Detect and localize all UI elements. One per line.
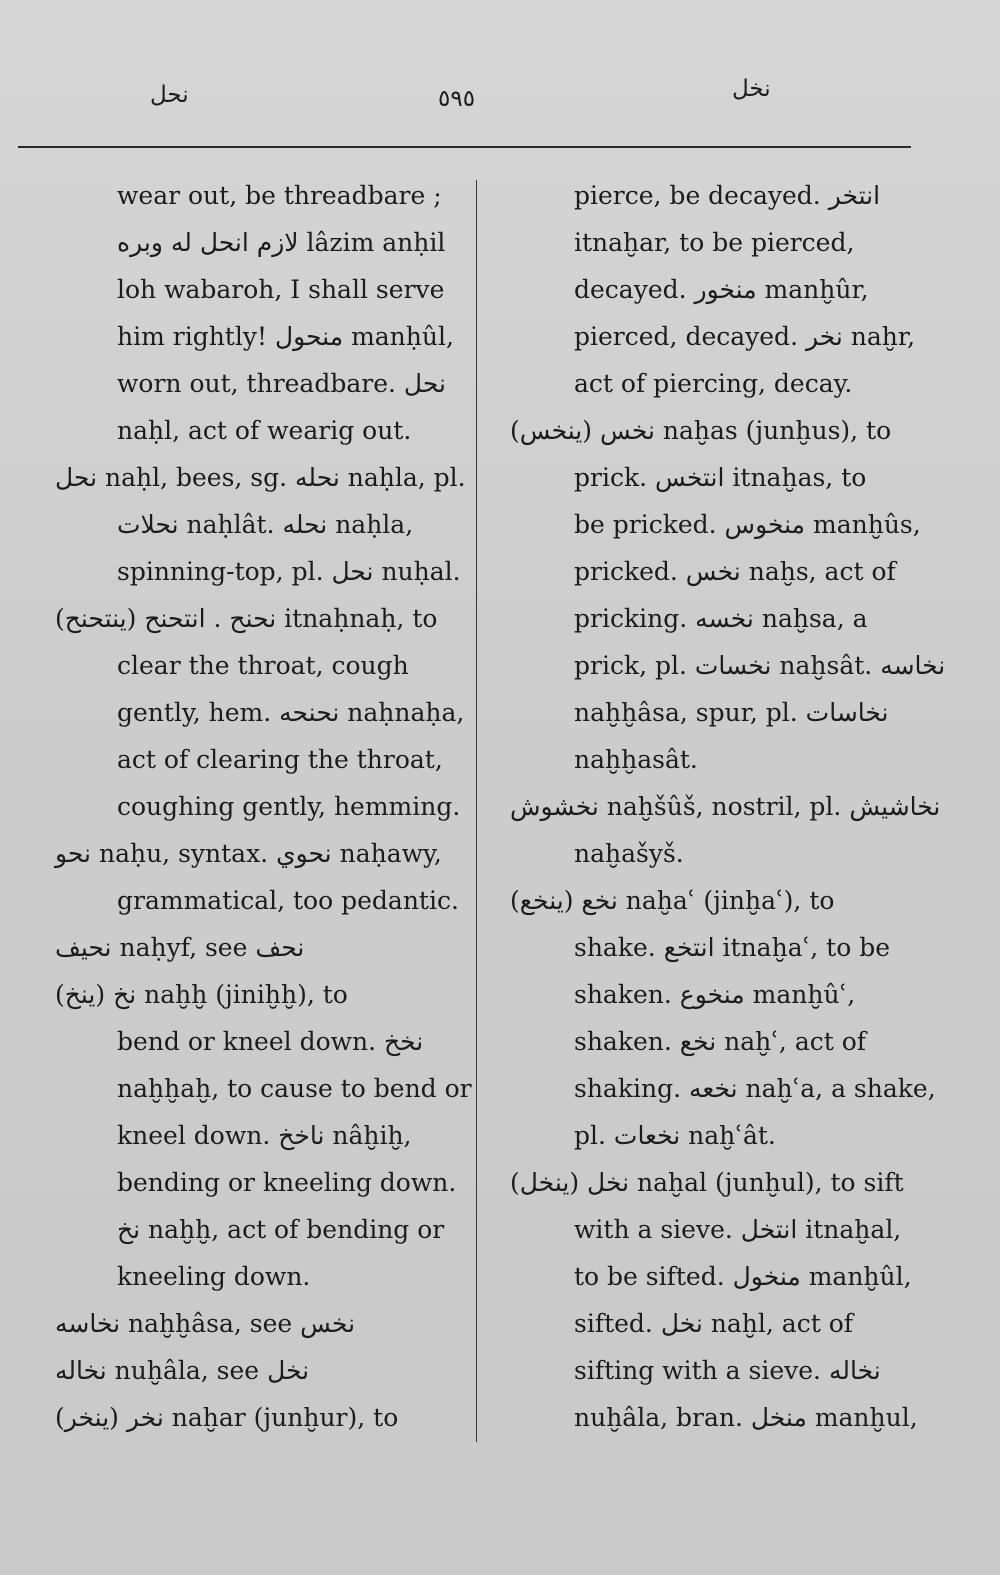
entry-line: shaking. نخعه naḫʿa, a shake, [574, 1074, 936, 1103]
entry-line: kneeling down. [117, 1262, 311, 1291]
header-rule [18, 146, 911, 148]
page-number: ٥٩٥ [438, 86, 476, 112]
entry-line: نخاسه naḫḫâsa, see نخس [55, 1309, 356, 1338]
entry-line: shaken. منخوع manḫûʿ, [574, 980, 856, 1009]
entry-line: him rightly! منحول manḥûl, [117, 322, 454, 351]
entry-line: pierced, decayed. نخر naḫr, [574, 322, 916, 351]
entry-line: نحلات naḥlât. نحله naḥla, [117, 510, 414, 539]
left-running-headword: نحل [150, 82, 189, 108]
entry-line: bend or kneel down. نخخ [117, 1027, 424, 1056]
left-column [55, 172, 472, 1441]
entry-line: clear the throat, cough [117, 651, 409, 680]
right-column [510, 172, 946, 1441]
entry-line: itnaḫar, to be pierced, [574, 228, 855, 257]
entry-line: sifted. نخل naḫl, act of [574, 1309, 854, 1338]
entry-line: نخل (ينخل) naḫal (junḫul), to sift [510, 1168, 904, 1197]
entry-line: with a sieve. انتخل itnaḫal, [574, 1215, 902, 1244]
entry-line: naḥl, act of wearig out. [117, 416, 412, 445]
entry-line: نخس (ينخس) naḫas (junḫus), to [510, 416, 892, 445]
entry-line: نخر (ينخر) naḫar (junḫur), to [55, 1403, 399, 1432]
entry-line: coughing gently, hemming. [117, 792, 461, 821]
entry-line: wear out, be threadbare ; [117, 181, 442, 210]
entry-line: act of clearing the throat, [117, 745, 443, 774]
entry-line: naḫḫaḫ, to cause to bend or [117, 1074, 472, 1103]
entry-line: be pricked. منخوس manḫûs, [574, 510, 921, 539]
entry-line: shaken. نخع naḫʿ, act of [574, 1027, 867, 1056]
entry-line: worn out, threadbare. نحل [117, 369, 446, 398]
entry-line: pricked. نخس naḫs, act of [574, 557, 896, 586]
entry-line: pricking. نخسه naḫsa, a [574, 604, 868, 633]
entry-line: nuḫâla, bran. منخل manḫul, [574, 1403, 918, 1432]
entry-line: نخ (ينخ) naḫḫ (jiniḫḫ), to [55, 980, 348, 1009]
entry-line: decayed. منخور manḫûr, [574, 275, 869, 304]
entry-line: gently, hem. نحنحه naḥnaḥa, [117, 698, 465, 727]
entry-line: نخ naḫḫ, act of bending or [117, 1215, 445, 1244]
entry-line: spinning-top, pl. نحل nuḥal. [117, 557, 461, 586]
entry-line: نخاله nuḫâla, see نخل [55, 1356, 310, 1385]
entry-line: naḫašyš. [574, 839, 684, 868]
entry-line: نخشوش naḫšûš, nostril, pl. نخاشيش [510, 792, 941, 821]
entry-line: loh wabaroh, I shall serve [117, 275, 445, 304]
entry-line: naḫḫasât. [574, 745, 698, 774]
entry-line: shake. انتخع itnaḫaʿ, to be [574, 933, 891, 962]
entry-line: bending or kneeling down. [117, 1168, 457, 1197]
entry-line: prick, pl. نخسات naḫsât. نخاسه [574, 651, 946, 680]
entry-line: act of piercing, decay. [574, 369, 853, 398]
entry-line: نحنح . انتحنح (ينتحنح) itnaḥnaḥ, to [55, 604, 438, 633]
entry-line: to be sifted. منخول manḫûl, [574, 1262, 912, 1291]
entry-line: sifting with a sieve. نخاله [574, 1356, 881, 1385]
entry-line: نخع (ينخع) naḫaʿ (jinḫaʿ), to [510, 886, 835, 915]
column-divider [476, 180, 477, 1442]
entry-line: نحل naḥl, bees, sg. نحله naḥla, pl. [55, 463, 466, 492]
entry-line: نحيف naḥyf, see نحف [55, 933, 305, 962]
entry-line: نحو naḥu, syntax. نحوي naḥawy, [55, 839, 442, 868]
page-header [0, 70, 1000, 130]
entry-line: pl. نخعات naḫʿât. [574, 1121, 776, 1150]
entry-line: لازم انحل له وبره lâzim anḥil [117, 228, 446, 257]
entry-line: kneel down. ناخخ nâḫiḫ, [117, 1121, 412, 1150]
entry-line: naḫḫâsa, spur, pl. نخاسات [574, 698, 889, 727]
entry-line: pierce, be decayed. انتخر [574, 181, 881, 210]
entry-line: grammatical, too pedantic. [117, 886, 459, 915]
entry-line: prick. انتخس itnaḫas, to [574, 463, 867, 492]
right-running-headword: نخل [732, 76, 771, 102]
